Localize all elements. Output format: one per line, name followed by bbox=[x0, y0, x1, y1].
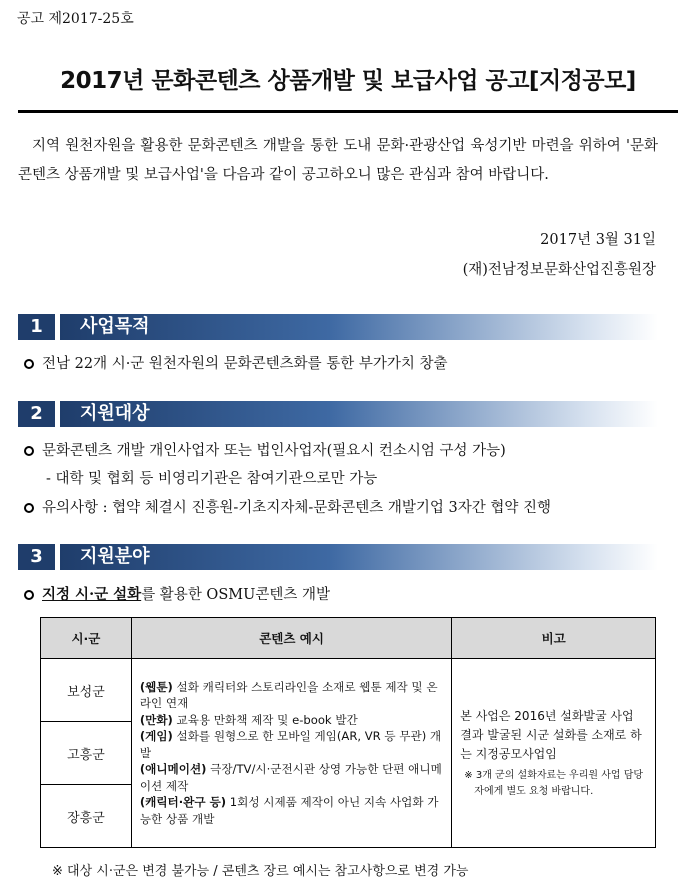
circle-bullet-icon bbox=[24, 359, 34, 369]
circle-bullet-icon bbox=[24, 590, 34, 600]
intro-paragraph: 지역 원천자원을 활용한 문화콘텐츠 개발을 통한 도내 문화·관광산업 육성기반 마련을 위하여 '문화콘텐츠 상품개발 및 보급사업'을 다음과 같이 공고하오니 많은 관심과 참여 바랍니다. bbox=[18, 138, 658, 183]
example-character: (캐릭터·완구 등) 1회성 시제품 제작이 아닌 지속 사업화 가능한 상품 개발 bbox=[139, 795, 439, 826]
purpose-item bbox=[24, 352, 448, 373]
example-comic: (만화) 교육용 만화책 제작 및 e-book 발간 bbox=[139, 712, 358, 727]
region-cell: 장흥군 bbox=[41, 785, 132, 848]
field-item bbox=[24, 583, 330, 604]
title-divider bbox=[18, 110, 678, 113]
section-title: 지원대상 bbox=[80, 403, 150, 424]
field-text: 를 활용한 OSMU콘텐츠 개발 bbox=[141, 587, 330, 603]
column-header-region: 시·군 bbox=[41, 618, 132, 659]
target-text: 문화콘텐츠 개발 개인사업자 또는 법인사업자(필요시 컨소시엄 구성 가능) bbox=[42, 443, 506, 459]
notice-number: 공고 제2017-25호 bbox=[17, 11, 134, 27]
table-row bbox=[41, 659, 656, 722]
region-cell: 고흥군 bbox=[41, 722, 132, 785]
region-cell: 보성군 bbox=[41, 659, 132, 722]
purpose-text: 전남 22개 시·군 원천자원의 문화콘텐츠화를 통한 부가가치 창출 bbox=[42, 356, 448, 372]
example-game: (게임) 설화를 원형으로 한 모바일 게임(AR, VR 등 무관) 개발 bbox=[139, 729, 442, 760]
example-webtoon: (웹툰) 설화 캐릭터와 스토리라인을 소재로 웹툰 제작 및 온라인 연재 bbox=[139, 679, 438, 711]
section-header-3 bbox=[18, 544, 658, 570]
circle-bullet-icon bbox=[24, 446, 34, 456]
page-title: 2017년 문화콘텐츠 상품개발 및 보급사업 공고[지정공모] bbox=[60, 68, 636, 94]
remark-note: ※ 3개 군의 설화자료는 우리원 사업 담당자에게 별도 요청 바랍니다. bbox=[464, 769, 644, 797]
issuer: (재)전남정보문화산업진흥원장 bbox=[462, 262, 656, 278]
section-header-1 bbox=[18, 314, 658, 340]
target-item-1 bbox=[24, 439, 506, 460]
section-header-2 bbox=[18, 401, 658, 427]
remark-cell bbox=[452, 659, 656, 848]
field-emphasis: 지정 시·군 설화 bbox=[42, 586, 142, 603]
circle-bullet-icon bbox=[24, 503, 34, 513]
remark-text: 본 사업은 2016년 설화발굴 사업 결과 발굴된 시군 설화를 소재로 하는 지정공모사업임 bbox=[460, 708, 642, 761]
example-animation: (애니메이션) 극장/TV/시·군전시관 상영 가능한 단편 애니메이션 제작 bbox=[139, 762, 442, 793]
section-title: 지원분야 bbox=[80, 546, 150, 567]
target-note-text: 유의사항 : 협약 체결시 진흥원-기초지자체-문화콘텐츠 개발기업 3자간 협약 진행 bbox=[42, 500, 552, 516]
column-header-examples: 콘텐츠 예시 bbox=[131, 618, 451, 659]
footnote: ※ 대상 시·군은 변경 불가능 / 콘텐츠 장르 예시는 참고사항으로 변경 가능 bbox=[52, 864, 469, 879]
section-number: 1 bbox=[18, 314, 55, 340]
announcement-date: 2017년 3월 31일 bbox=[540, 232, 656, 248]
target-sub-item: - 대학 및 협회 등 비영리기관은 참여기관으로만 가능 bbox=[46, 471, 378, 487]
table-header-row bbox=[41, 618, 656, 659]
content-table bbox=[40, 617, 656, 848]
section-title: 사업목적 bbox=[80, 316, 150, 337]
examples-cell bbox=[131, 659, 451, 848]
section-number: 3 bbox=[18, 544, 55, 570]
column-header-remark: 비고 bbox=[452, 618, 656, 659]
section-number: 2 bbox=[18, 401, 55, 427]
target-item-2 bbox=[24, 496, 551, 517]
